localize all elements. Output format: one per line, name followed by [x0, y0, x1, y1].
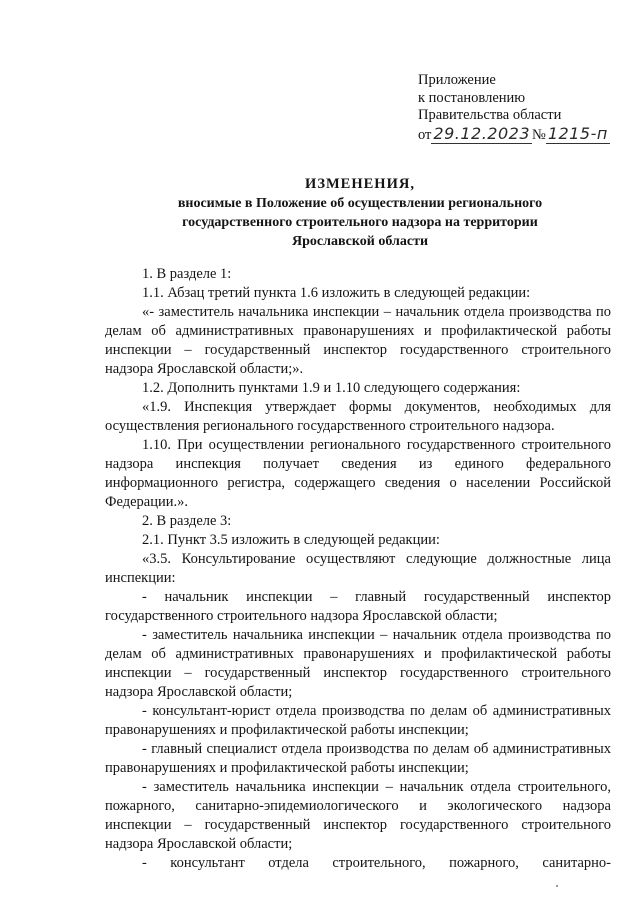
appendix-title: Приложение: [418, 72, 496, 88]
appendix-to-resolution: к постановлению: [418, 89, 526, 106]
paragraph: «1.9. Инспекция утверждает формы документов, необходимых для осуществления регионального государственного строительного надзора.: [105, 399, 611, 434]
handwritten-date: 29.12.2023: [433, 123, 531, 143]
heading-subtitle-2: государственного строительного надзора на территории: [182, 215, 538, 230]
document-body: [105, 265, 611, 873]
paragraph: «3.5. Консультирование осуществляют следующие должностные лица инспекции:: [105, 551, 611, 586]
paragraph: - заместитель начальника инспекции – начальник отдела строительного, пожарного, санитарно-эпидемиологического и экологического надзора инспекции – государственный инспектор государственного строительного надзора Ярославской области;: [105, 779, 611, 852]
paragraph: 2.1. Пункт 3.5 изложить в следующей редакции:: [142, 532, 440, 548]
paragraph: - главный специалист отдела производства по делам об административных правонарушениях и профилактической работы инспекции;: [105, 741, 611, 776]
document-heading: [100, 174, 620, 251]
paragraph: «- заместитель начальника инспекции – начальник отдела производства по делам об административных правонарушениях и профилактической работы инспекции – государственный инспектор государственного строительного надзора Ярославской области;».: [105, 304, 611, 377]
heading-title: ИЗМЕНЕНИЯ,: [305, 176, 415, 192]
paragraph: - начальник инспекции – главный государственный инспектор государственного строительного надзора Ярославской области;: [105, 589, 611, 624]
date-prefix: от: [418, 126, 432, 143]
paragraph: 1. В разделе 1:: [142, 266, 232, 282]
handwritten-number: 1215-п: [547, 123, 608, 143]
number-sign: №: [532, 126, 546, 143]
paragraph: 1.1. Абзац третий пункта 1.6 изложить в следующей редакции:: [142, 285, 531, 301]
appendix-block: [418, 72, 633, 144]
heading-subtitle-3: Ярославской области: [291, 234, 429, 249]
paragraph: - консультант отдела строительного, пожарного, санитарно-: [142, 855, 611, 871]
paragraph: 1.2. Дополнить пунктами 1.9 и 1.10 следующего содержания:: [142, 380, 521, 396]
paragraph: 2. В разделе 3:: [142, 513, 232, 529]
heading-subtitle-1: вносимые в Положение об осуществлении регионального: [177, 196, 543, 211]
scan-speck: [556, 885, 558, 887]
appendix-date-line: [418, 125, 633, 145]
paragraph: - консультант-юрист отдела производства по делам об административных правонарушениях и профилактической работы инспекции;: [105, 703, 611, 738]
paragraph: - заместитель начальника инспекции – начальник отдела производства по делам об административных правонарушениях и профилактической работы инспекции – государственный инспектор государственного строительного надзора Ярославской области;: [105, 627, 611, 700]
paragraph: 1.10. При осуществлении регионального государственного строительного надзора инспекция получает сведения из единого федерального информационного регистра, содержащего сведения о населении Российской Федерации.».: [105, 437, 611, 510]
appendix-government: Правительства области: [418, 107, 562, 123]
